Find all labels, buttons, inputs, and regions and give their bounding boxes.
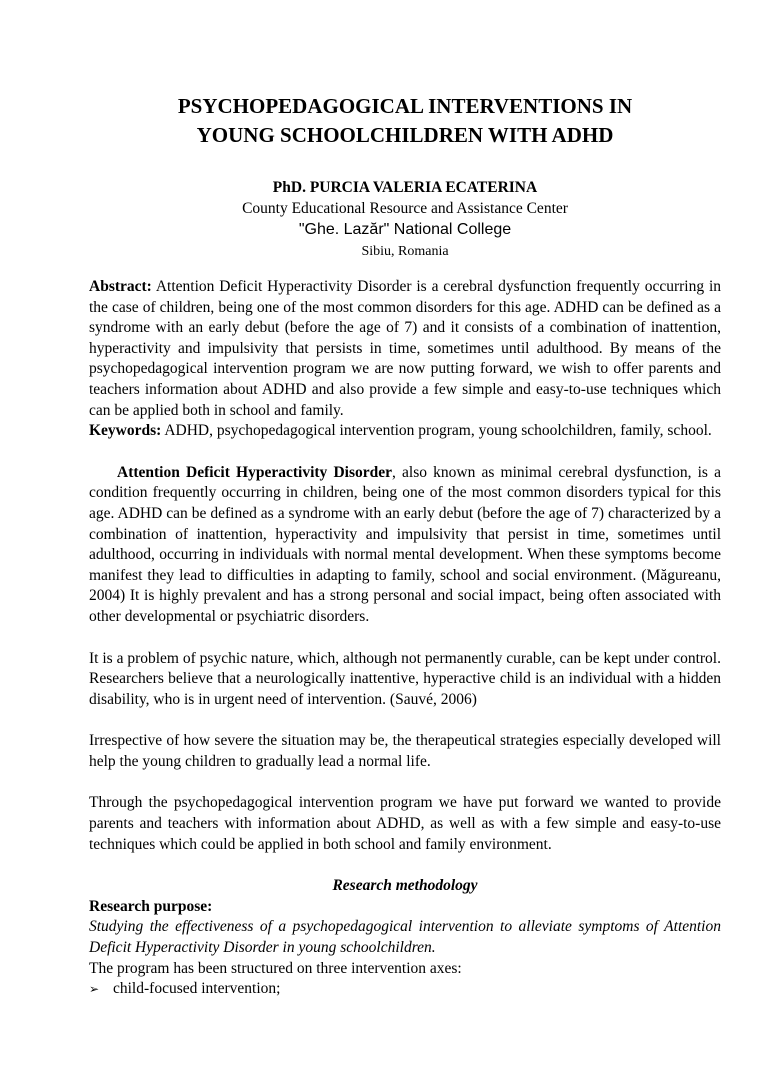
paragraph-1-text: , also known as minimal cerebral dysfunction, is a condition frequently occurring in children, being one of the most common disorders typical for this age. ADHD can be defined as a syndrome with an early debut (before the age of 7) characterized by a combination of inattention, hyperactivity and impulsivity that persist in time, sometimes until adulthood, occurring in individuals with normal mental development. When these symptoms become manifest they lead to difficulties in adapting to family, school and social environment. (Măgureanu, 2004) It is highly prevalent and has a strong personal and social impact, being often associated with other developmental or psychiatric disorders. bbox=[89, 463, 721, 625]
research-purpose-label: Research purpose: bbox=[89, 897, 213, 915]
list-item bbox=[89, 979, 721, 1000]
abstract bbox=[89, 277, 721, 421]
author-name: PhD. PURCIA VALERIA ECATERINA bbox=[272, 179, 538, 196]
section-heading-methodology: Research methodology bbox=[332, 877, 478, 895]
author-affiliation: County Educational Resource and Assistance Center bbox=[242, 200, 568, 217]
keywords-label: Keywords: bbox=[89, 422, 162, 440]
author-college: "Ghe. Lazăr" National College bbox=[298, 221, 512, 238]
author-block bbox=[89, 177, 721, 263]
paper-title bbox=[89, 92, 721, 150]
body-paragraph-3: Irrespective of how severe the situation may be, the therapeutical strategies especially developed will help the young children to gradually lead a normal life. bbox=[89, 732, 721, 770]
keywords bbox=[89, 421, 721, 442]
research-purpose-text: Studying the effectiveness of a psychopedagogical intervention to alleviate symptoms of Attention Deficit Hyperactivity Disorder in young schoolchildren. bbox=[89, 918, 721, 957]
body-paragraph-4: Through the psychopedagogical intervention program we have put forward we wanted to provide parents and teachers with information about ADHD, as well as with a few simple and easy-to-use techniques which could be applied in both school and family environment. bbox=[89, 794, 721, 853]
body-paragraph-2: It is a problem of psychic nature, which, although not permanently curable, can be kept under control. Researchers believe that a neurologically inattentive, hyperactive child is an individual with a hidden disability, who is in urgent need of intervention. (Sauvé, 2006) bbox=[89, 649, 721, 708]
program-structure-text: The program has been structured on three intervention axes: bbox=[89, 959, 462, 977]
body-paragraph-1 bbox=[89, 463, 721, 628]
paragraph-1-lead: Attention Deficit Hyperactivity Disorder bbox=[117, 463, 392, 481]
document-page bbox=[89, 92, 721, 1000]
abstract-text: Attention Deficit Hyperactivity Disorder is a cerebral dysfunction frequently occurring in the case of children, being one of the most common disorders for this age. ADHD can be defined as a syndrome with an early debut (before the age of 7) and it consists of a combination of inattention, hyperactivity and impulsivity that persists in time, sometimes until adulthood. By means of the psychopedagogical intervention program we are now putting forward, we wish to offer parents and teachers information about ADHD and also provide a few simple and easy-to-use techniques which can be applied both in school and family. bbox=[89, 278, 721, 419]
keywords-text: ADHD, psychopedagogical intervention program, young schoolchildren, family, school. bbox=[161, 422, 712, 440]
bullet-text: child-focused intervention; bbox=[113, 980, 281, 998]
title-line-1: PSYCHOPEDAGOGICAL INTERVENTIONS IN bbox=[177, 94, 633, 118]
abstract-label: Abstract: bbox=[89, 278, 152, 295]
title-line-2: YOUNG SCHOOLCHILDREN WITH ADHD bbox=[196, 123, 614, 147]
arrow-bullet-icon: ➢ bbox=[89, 982, 100, 997]
author-city: Sibiu, Romania bbox=[361, 244, 449, 259]
